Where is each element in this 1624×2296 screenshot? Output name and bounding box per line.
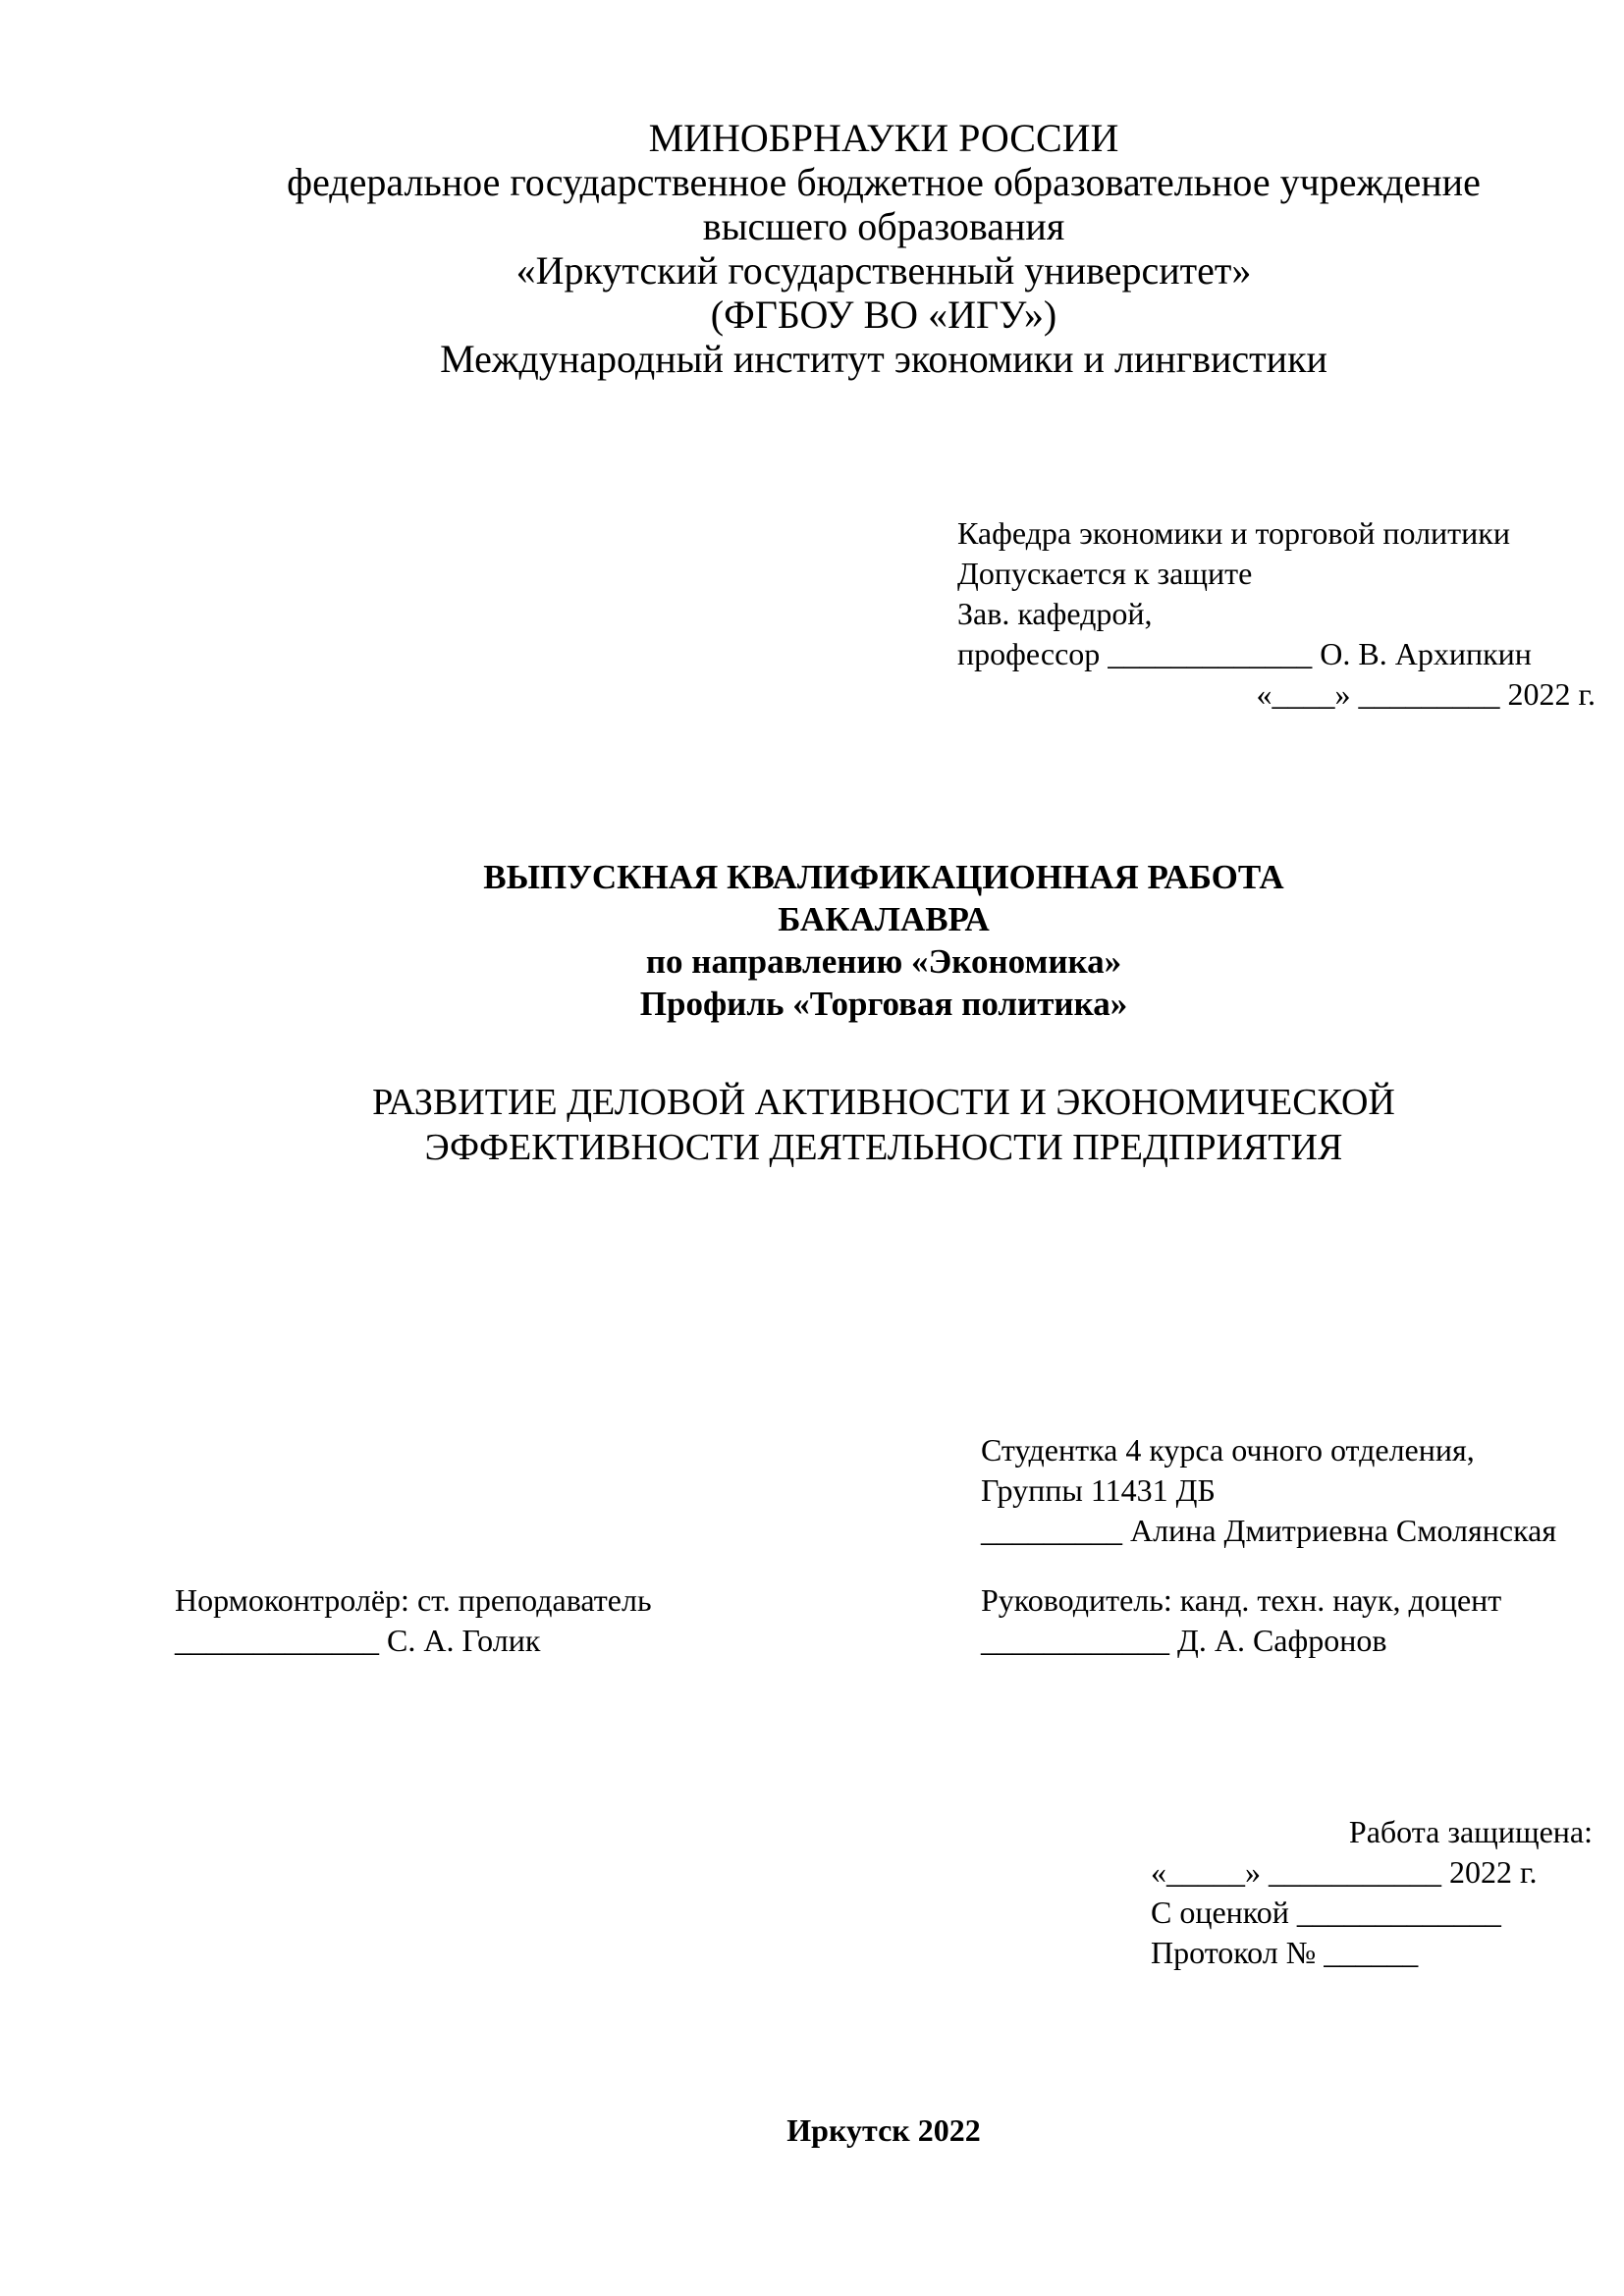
city-year: Иркутск 2022: [786, 2112, 981, 2148]
supervisor-block: [981, 1580, 1501, 1661]
defense-date: «_____» ___________ 2022 г.: [1151, 1854, 1538, 1890]
supervisor-signature-line: ____________ Д. А. Сафронов: [981, 1623, 1387, 1658]
thesis-theme: [0, 1080, 1624, 1170]
head-title: Зав. кафедрой,: [957, 596, 1153, 631]
defense-protocol: Протокол № ______: [1151, 1935, 1419, 1970]
normcontrol-block: [175, 1580, 652, 1661]
ministry-name: МИНОБРНАУКИ РОССИИ: [648, 116, 1119, 160]
institution-type: федеральное государственное бюджетное образовательное учреждение: [287, 160, 1481, 204]
defense-grade: С оценкой _____________: [1151, 1895, 1501, 1930]
department-name: Кафедра экономики и торговой политики: [957, 515, 1510, 551]
defense-title: Работа защищена:: [1348, 1814, 1593, 1849]
work-type-line1: ВЫПУСКНАЯ КВАЛИФИКАЦИОННАЯ РАБОТА: [483, 858, 1284, 896]
university-name: «Иркутский государственный университет»: [515, 248, 1252, 293]
university-abbreviation: (ФГБОУ ВО «ИГУ»): [710, 293, 1057, 337]
normcontrol-title: Нормоконтролёр: ст. преподаватель: [175, 1582, 652, 1618]
work-direction: по направлению «Экономика»: [645, 942, 1122, 981]
approval-block: [957, 513, 1596, 715]
defense-block: [1151, 1812, 1593, 1973]
work-type-block: [0, 856, 1624, 1025]
student-block: [981, 1430, 1556, 1551]
normcontrol-signature-line: _____________ С. А. Голик: [175, 1623, 541, 1658]
student-signature-line: _________ Алина Дмитриевна Смолянская: [981, 1513, 1557, 1548]
education-level: высшего образования: [702, 204, 1065, 248]
institute-name: Международный институт экономики и лингвистики: [440, 337, 1327, 381]
theme-line1: РАЗВИТИЕ ДЕЛОВОЙ АКТИВНОСТИ И ЭКОНОМИЧЕСКОЙ: [372, 1082, 1395, 1123]
work-type-line2: БАКАЛАВРА: [778, 900, 990, 938]
student-course: Студентка 4 курса очного отделения,: [981, 1432, 1475, 1468]
student-group: Группы 11431 ДБ: [981, 1472, 1216, 1508]
admission-text: Допускается к защите: [957, 556, 1253, 591]
supervisor-title: Руководитель: канд. техн. наук, доцент: [981, 1582, 1502, 1618]
work-profile: Профиль «Торговая политика»: [639, 985, 1128, 1023]
page-header: [0, 116, 1624, 381]
head-signature-line: профессор _____________ О. В. Архипкин: [957, 636, 1532, 671]
approval-date: «____» _________ 2022 г.: [1256, 676, 1596, 712]
theme-line2: ЭФФЕКТИВНОСТИ ДЕЯТЕЛЬНОСТИ ПРЕДПРИЯТИЯ: [424, 1127, 1343, 1168]
